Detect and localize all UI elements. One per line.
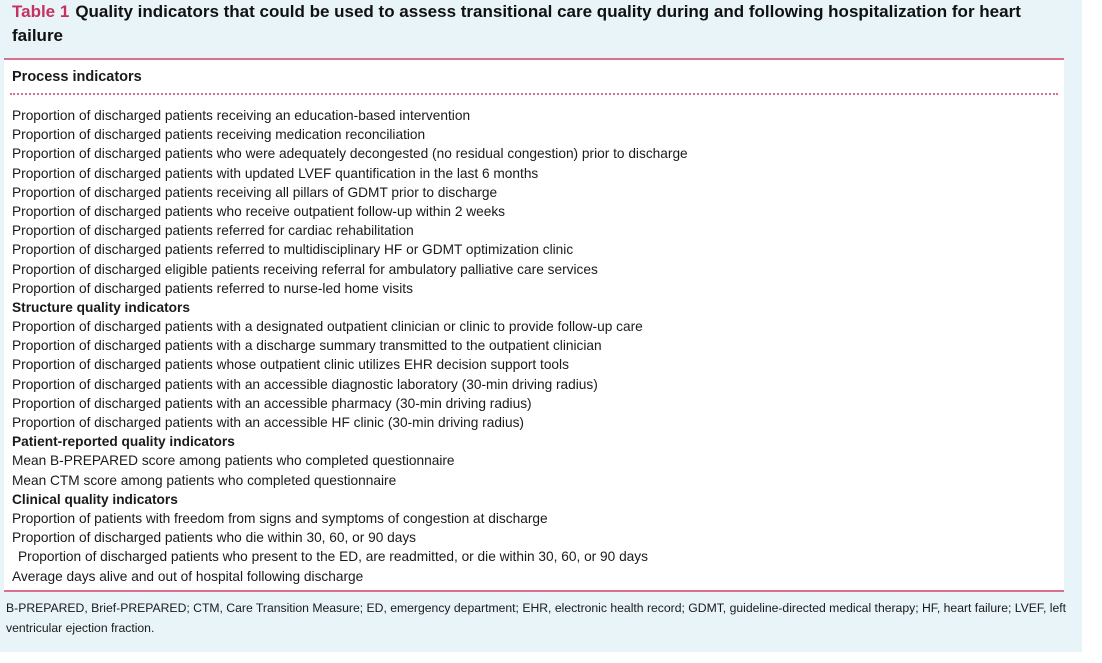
table-body — [12, 106, 1052, 586]
table-row: Proportion of discharged patients with a discharge summary transmitted to the outpatient clinician — [12, 338, 602, 354]
table-label: Table 1 — [12, 2, 70, 21]
table-row: Average days alive and out of hospital following discharge — [12, 568, 364, 584]
table-row: Proportion of discharged patients referred to nurse-led home visits — [12, 280, 413, 296]
indicator-table — [4, 58, 1064, 592]
column-header: Process indicators — [12, 69, 142, 85]
table-row: Proportion of discharged patients referred to multidisciplinary HF or GDMT optimization clinic — [12, 242, 574, 258]
section-heading: Structure quality indicators — [12, 299, 190, 315]
dotted-divider — [10, 93, 1058, 95]
table-caption — [12, 0, 1072, 48]
table-row: Proportion of discharged patients who were adequately decongested (no residual congestion) prior to discharge — [12, 146, 688, 162]
section-heading: Clinical quality indicators — [12, 491, 178, 507]
section-heading: Patient-reported quality indicators — [12, 434, 235, 450]
table-title: Quality indicators that could be used to assess transitional care quality during and following hospitalization for heart failure — [12, 2, 1021, 45]
table-row: Proportion of discharged patients referred for cardiac rehabilitation — [12, 223, 414, 239]
table-row: Proportion of discharged patients who receive outpatient follow-up within 2 weeks — [12, 203, 506, 219]
table-row: Proportion of discharged eligible patients receiving referral for ambulatory palliative care services — [12, 261, 598, 277]
table-row: Proportion of discharged patients with updated LVEF quantification in the last 6 months — [12, 165, 539, 181]
table-row: Mean CTM score among patients who completed questionnaire — [12, 472, 397, 488]
table-row: Proportion of discharged patients with an accessible pharmacy (30-min driving radius) — [12, 395, 532, 411]
table-row: Proportion of discharged patients receiving medication reconciliation — [12, 127, 426, 143]
table-row: Proportion of patients with freedom from signs and symptoms of congestion at discharge — [12, 510, 548, 526]
table-row: Proportion of discharged patients receiving an education-based intervention — [12, 108, 471, 123]
table-row: Proportion of discharged patients with an accessible diagnostic laboratory (30-min driving radius) — [12, 376, 598, 392]
table-row: Proportion of discharged patients receiving all pillars of GDMT prior to discharge — [12, 184, 498, 200]
table-row: Proportion of discharged patients whose outpatient clinic utilizes EHR decision support tools — [12, 357, 569, 373]
table-row: Proportion of discharged patients with an accessible HF clinic (30-min driving radius) — [12, 415, 524, 430]
table-row: Proportion of discharged patients with a designated outpatient clinician or clinic to provide follow-up care — [12, 319, 643, 335]
table-row: Proportion of discharged patients who present to the ED, are readmitted, or die within 30, 60, or 90 days — [18, 549, 648, 565]
table-row: Mean B-PREPARED score among patients who completed questionnaire — [12, 453, 455, 469]
table-footnote: B-PREPARED, Brief-PREPARED; CTM, Care Transition Measure; ED, emergency department; EHR, electronic health record; GDMT, guideline-directed medical therapy; HF, heart failure; LVEF, left ventricular ejection fraction. — [6, 601, 1067, 635]
table-row: Proportion of discharged patients who die within 30, 60, or 90 days — [12, 530, 417, 546]
